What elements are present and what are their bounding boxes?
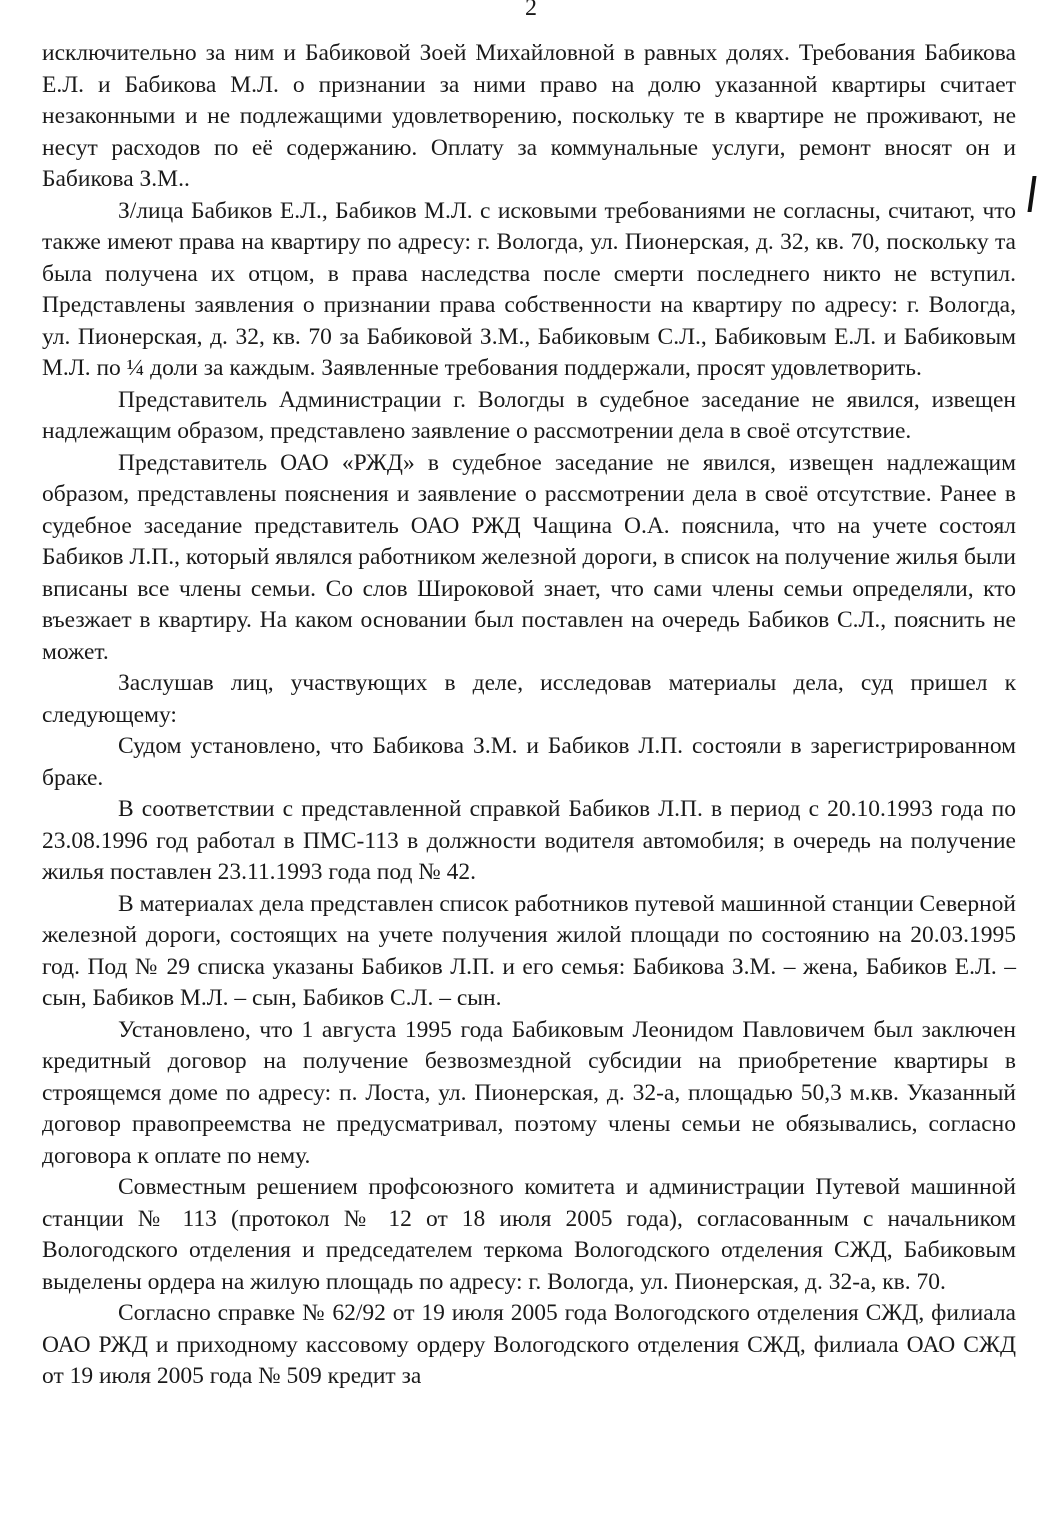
paragraph-third-parties: З/лица Бабиков Е.Л., Бабиков М.Л. с исковыми требованиями не согласны, считают, что также имеют права на квартиру по адресу: г. Вологда, ул. Пионерская, д. 32, кв. 70, поскольку та была получена их отцом, в права наследства после смерти последнего никто не вступил. Представлены заявления о признании права собственности на квартиру по адресу: г. Вологда, ул. Пионерская, д. 32, кв. 70 за Бабиковой З.М., Бабиковым С.Л., Бабиковым Е.Л. и Бабиковым М.Л. по ¼ доли за каждым. Заявленные требования поддержали, просят удовлетворить.: [42, 197, 1016, 381]
paragraph-workers-list: В материалах дела представлен список работников путевой машинной станции Северной железной дороги, состоящих на учете получения жилой площади по состоянию на 20.03.1995 год. Под № 29 списка указаны Бабиков Л.П. и его семья: Бабикова З.М. – жена, Бабиков Е.Л. – сын, Бабиков М.Л. – сын, Бабиков С.Л. – сын.: [42, 890, 1016, 1011]
paragraph-court-heard: Заслушав лиц, участвующих в деле, исследовав материалы дела, суд пришел к следующему:: [42, 670, 1016, 728]
paragraph-certificate: Согласно справке № 62/92 от 19 июля 2005 года Вологодского отделения СЖД, филиала ОАО РЖД и приходному кассовому ордеру Вологодского отделения СЖД, филиала ОАО СЖД от 19 июля 2005 года № 509 кредит за: [42, 1300, 1016, 1389]
scan-mark: [1027, 176, 1036, 212]
paragraph-administration: Представитель Администрации г. Вологды в судебное заседание не явился, извещен надлежащим образом, представлено заявление о рассмотрении дела в своё отсутствие.: [42, 386, 1016, 444]
paragraph-continuation: исключительно за ним и Бабиковой Зоей Михайловной в равных долях. Требования Бабикова Е.Л. и Бабикова М.Л. о признании за ними право на долю указанной квартиры считает незаконными и не подлежащими удовлетворению, поскольку те в квартире не проживают, не несут расходов по её содержанию. Оплату за коммунальные услуги, ремонт вносят он и Бабикова З.М..: [42, 40, 1016, 192]
paragraph-marriage: Судом установлено, что Бабикова З.М. и Бабиков Л.П. состояли в зарегистрированном браке.: [42, 733, 1016, 791]
paragraph-rzd: Представитель ОАО «РЖД» в судебное заседание не явился, извещен надлежащим образом, представлены пояснения и заявление о рассмотрении дела в своё отсутствие. Ранее в судебное заседание представитель ОАО РЖД Чащина О.А. пояснила, что на учете состоял Бабиков Л.П., который являлся работником железной дороги, в список на получение жилья были вписаны все члены семьи. Со слов Широковой знает, что сами члены семьи определяли, кто въезжает в квартиру. На каком основании был поставлен на очередь Бабиков С.Л., пояснить не может.: [42, 449, 1016, 665]
paragraph-employment: В соответствии с представленной справкой Бабиков Л.П. в период с 20.10.1993 года по 23.08.1996 год работал в ПМС-113 в должности водителя автомобиля; в очередь на получение жилья поставлен 23.11.1993 года под № 42.: [42, 796, 1016, 885]
document-page: [42, 0, 1016, 1525]
paragraph-joint-decision: Совместным решением профсоюзного комитета и администрации Путевой машинной станции № 113 (протокол № 12 от 18 июля 2005 года), согласованным с начальником Вологодского отделения и председателем теркома Вологодского отделения СЖД, Бабиковым выделены ордера на жилую площадь по адресу: г. Вологда, ул. Пионерская, д. 32-а, кв. 70.: [42, 1174, 1016, 1295]
paragraph-credit-agreement: Установлено, что 1 августа 1995 года Бабиковым Леонидом Павловичем был заключен кредитный договор на получение безвозмездной субсидии на приобретение квартиры в строящемся доме по адресу: п. Лоста, ул. Пионерская, д. 32-а, площадью 50,3 м.кв. Указанный договор правопреемства не предусматривал, поэтому члены семьи не обязывались, согласно договора к оплате по нему.: [42, 1016, 1016, 1169]
document-body: [42, 38, 1016, 1393]
page-number: 2: [525, 0, 537, 21]
